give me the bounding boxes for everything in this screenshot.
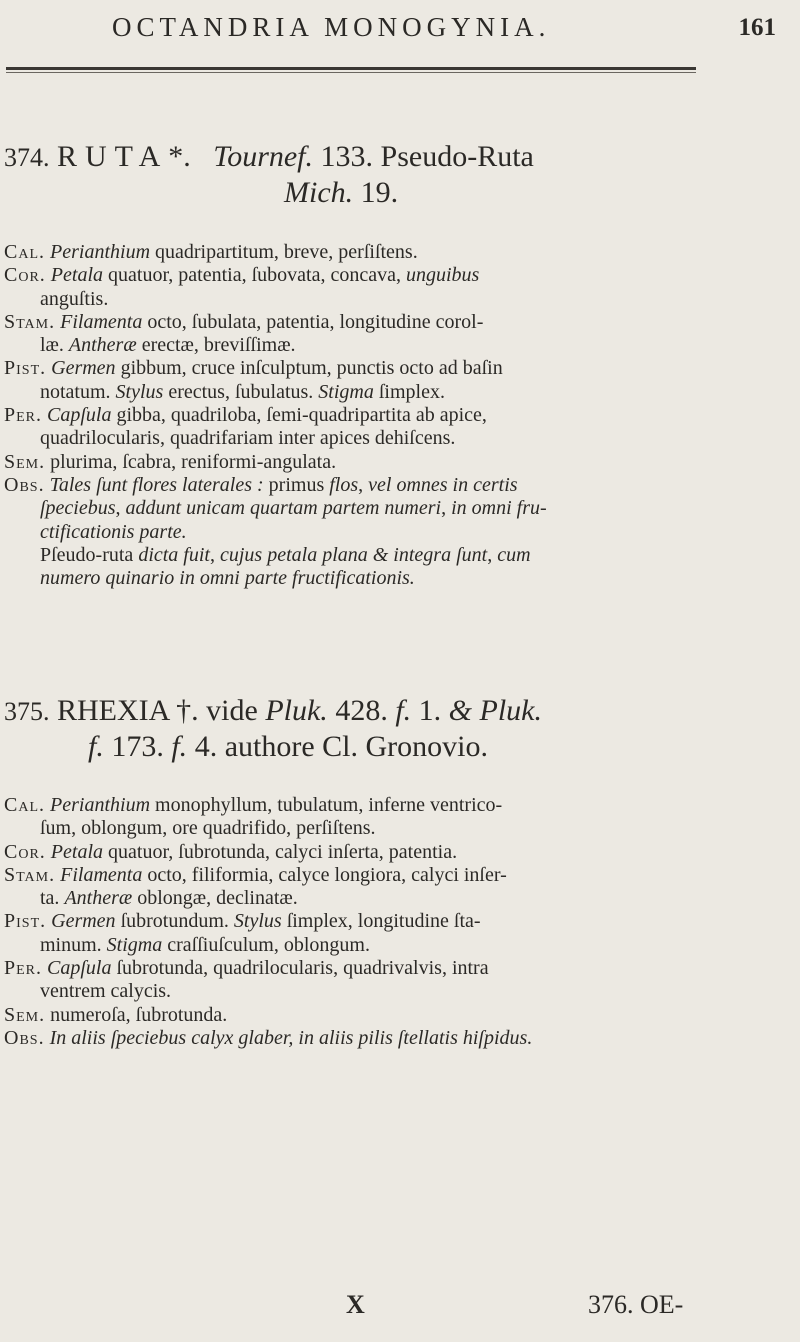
running-head <box>0 12 800 52</box>
text-run: Stigma <box>106 933 163 956</box>
text-run: f. <box>395 694 412 727</box>
text-line <box>4 887 694 910</box>
text-run: ſum, oblongum, ore quadrifido, perſiſtens. <box>40 817 376 840</box>
text-run: ſimplex. <box>373 380 445 403</box>
header-rule-thin <box>6 72 696 73</box>
text-run: numeroſa, ſubrotunda. <box>50 1003 228 1026</box>
text-run: ta. <box>40 887 65 910</box>
text-run: gibbum, cruce inſculptum, punctis octo ad baſin <box>115 357 503 380</box>
text-run: f. <box>88 730 104 763</box>
text-run: anguſtis. <box>40 287 109 310</box>
text-run: octo, ſubulata, patentia, longitudine corol- <box>142 310 484 333</box>
text-run: læ. <box>40 334 69 357</box>
text-run: In aliis ſpeciebus calyx glaber, in aliis pilis ſtellatis hiſpidus. <box>49 1026 533 1049</box>
text-run: , <box>209 543 220 566</box>
entry-375-heading <box>4 694 542 729</box>
reference-line-2 <box>88 730 488 763</box>
page-footer <box>0 1290 800 1330</box>
text-run: 173. <box>103 730 172 763</box>
genus-mark: †. <box>176 694 199 727</box>
text-run: dicta fuit <box>138 543 210 566</box>
text-line <box>4 957 694 980</box>
genus-mark: *. <box>168 140 191 173</box>
text-run: & Pluk. <box>448 694 542 727</box>
text-line <box>4 1027 694 1050</box>
text-run: quatuor, ſubrotunda, calyci inſerta, patentia. <box>103 840 458 863</box>
reference-author: Tournef. <box>213 140 314 173</box>
text-line <box>4 567 694 590</box>
text-run: 1. <box>411 694 449 727</box>
reference-text: 19. <box>360 176 399 209</box>
catchword: 376. OE- <box>588 1290 684 1319</box>
text-run: addunt unicam quartam partem numeri <box>125 497 442 520</box>
text-run: 428. <box>327 694 396 727</box>
text-run: , <box>358 473 369 496</box>
text-run: octo, filiformia, calyce longiora, calyci inſer- <box>142 863 507 886</box>
text-run: Petala <box>50 264 104 287</box>
text-line <box>4 264 694 287</box>
text-line <box>4 794 694 817</box>
text-run: Perianthium <box>50 794 151 816</box>
text-line <box>4 474 694 497</box>
text-run: monophyllum, tubulatum, inferne ventrico- <box>150 794 503 816</box>
text-line <box>4 934 694 957</box>
text-run: vide <box>206 694 266 727</box>
text-line <box>4 311 694 334</box>
text-line <box>4 404 694 427</box>
text-run: craſſiuſculum, oblongum. <box>162 933 370 956</box>
text-run: ventrem calycis. <box>40 980 172 1003</box>
text-run: f. <box>171 730 188 763</box>
text-run: gibba, quadriloba, ſemi-quadripartita ab apice, <box>111 404 487 427</box>
text-run: oblongæ, declinatæ. <box>132 887 298 910</box>
section-label: Pist. <box>4 357 47 380</box>
text-line <box>4 427 694 450</box>
text-run: , <box>441 497 452 520</box>
text-run: Filamenta <box>60 310 143 333</box>
text-run: minum. <box>40 933 107 956</box>
text-run: quatuor, patentia, ſubovata, concava, <box>103 264 406 287</box>
entry-number: 374. <box>4 143 50 172</box>
text-line <box>4 357 694 380</box>
section-label: Sem. <box>4 1003 46 1026</box>
text-run: flos <box>329 473 359 496</box>
text-run: unguibus <box>405 264 480 287</box>
reference-line-1 <box>206 694 542 727</box>
text-line <box>4 910 694 933</box>
text-line <box>4 288 694 311</box>
text-run: , <box>115 497 126 520</box>
text-run: Antheræ <box>64 887 133 910</box>
section-label: Per. <box>4 957 43 980</box>
text-run: 4. authore Cl. Gronovio. <box>187 730 488 763</box>
section-label: Cal. <box>4 241 46 263</box>
reference-text: 133. Pseudo-Ruta <box>320 140 534 173</box>
text-run: quadripartitum, breve, perſiſtens. <box>150 241 418 263</box>
text-run: vel omnes in certis <box>368 473 518 496</box>
entry-374-heading <box>4 140 534 175</box>
text-line <box>4 544 694 567</box>
text-line <box>4 521 694 544</box>
text-run: Germen <box>51 910 116 933</box>
running-title: OCTANDRIA MONOGYNIA. <box>112 12 551 42</box>
text-run: Perianthium <box>50 241 151 263</box>
text-run: , <box>487 543 498 566</box>
entry-374-description <box>4 241 694 590</box>
text-run: notatum. <box>40 380 116 403</box>
section-label: Cor. <box>4 264 46 287</box>
text-line <box>4 241 694 264</box>
text-run: ctificationis parte. <box>40 520 187 543</box>
reference-author: Mich. <box>284 176 354 209</box>
text-run: Filamenta <box>60 863 143 886</box>
section-label: Obs. <box>4 1026 45 1049</box>
text-run: Stylus <box>233 910 282 933</box>
section-label: Cal. <box>4 794 46 816</box>
text-run: Stigma <box>318 380 374 403</box>
text-run: Capſula <box>47 957 112 980</box>
text-run: ſimplex, longitudine ſta- <box>281 910 481 933</box>
text-line <box>4 817 694 840</box>
text-line <box>4 334 694 357</box>
header-rule <box>6 67 696 70</box>
section-label: Pist. <box>4 910 47 933</box>
text-line <box>4 451 694 474</box>
text-line <box>4 980 694 1003</box>
text-line <box>4 841 694 864</box>
text-run: Petala <box>50 840 104 863</box>
text-run: Pſeudo-ruta <box>40 543 139 566</box>
text-line <box>4 864 694 887</box>
text-run: Germen <box>51 357 116 380</box>
text-run: erectæ, breviſſimæ. <box>136 334 296 357</box>
page-number: 161 <box>738 14 776 41</box>
entry-374-heading-cont <box>284 176 398 210</box>
text-line <box>4 381 694 404</box>
text-run: quadrilocularis, quadrifariam inter apices dehiſcens. <box>40 427 456 450</box>
section-label: Obs. <box>4 473 45 496</box>
signature-mark: X <box>346 1290 365 1319</box>
text-run: Pluk. <box>265 694 328 727</box>
text-run: ſpeciebus <box>40 497 116 520</box>
text-run: primus <box>268 473 330 496</box>
text-run: erectus, ſubulatus. <box>163 380 319 403</box>
text-run: ſubrotundum. <box>115 910 234 933</box>
text-run: cum <box>497 543 531 566</box>
section-label: Stam. <box>4 310 56 333</box>
text-run: numero quinario in omni parte fructificationis. <box>40 567 415 590</box>
text-line <box>4 497 694 520</box>
text-run: Tales ſunt flores laterales : <box>49 473 269 496</box>
text-line <box>4 1004 694 1027</box>
section-label: Cor. <box>4 840 46 863</box>
text-run: in omni fru- <box>451 497 547 520</box>
genus-name: RUTA <box>57 140 169 173</box>
entry-number: 375. <box>4 697 50 726</box>
text-run: Antheræ <box>68 334 137 357</box>
entry-375-heading-cont <box>88 730 488 764</box>
text-run: ſubrotunda, quadrilocularis, quadrivalvis, intra <box>111 957 489 980</box>
section-label: Sem. <box>4 450 46 473</box>
section-label: Per. <box>4 404 43 427</box>
text-run: plurima, ſcabra, reniformi-angulata. <box>50 450 337 473</box>
text-run: Stylus <box>115 380 164 403</box>
genus-name: RHEXIA <box>57 694 169 727</box>
text-run: Capſula <box>47 404 112 427</box>
text-run: cujus petala plana & integra ſunt <box>219 543 488 566</box>
entry-375-description <box>4 794 694 1050</box>
section-label: Stam. <box>4 863 56 886</box>
